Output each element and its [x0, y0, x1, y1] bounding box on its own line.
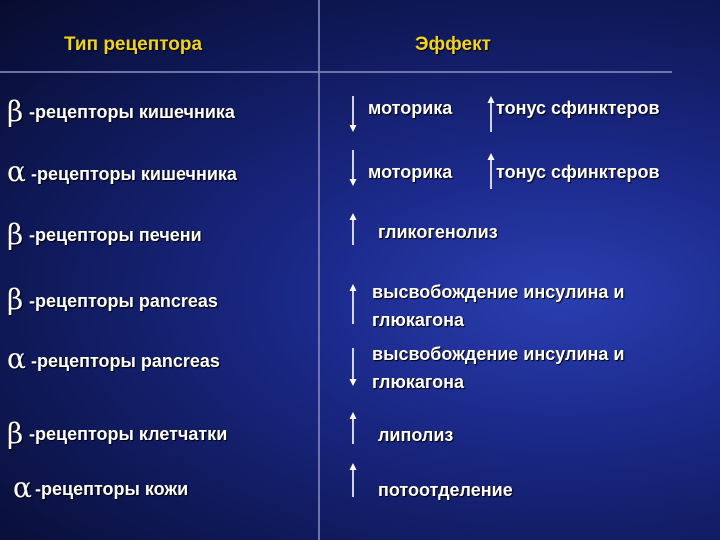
beta-symbol: β	[7, 218, 24, 251]
beta-symbol: β	[7, 417, 24, 450]
receptor-label: -рецепторы кишечника	[29, 102, 235, 122]
effect-text: потоотделение	[378, 480, 513, 500]
alpha-symbol: α	[7, 342, 26, 375]
effect-text: тонус сфинктеров	[496, 98, 660, 118]
arrow-up-icon	[348, 213, 358, 245]
arrow-up-icon	[486, 153, 496, 189]
receptor-label: -рецепторы клетчатки	[29, 424, 228, 444]
receptor-label: -рецепторы печени	[29, 225, 202, 245]
effect-text: липолиз	[378, 425, 454, 445]
effect-text: моторика	[368, 162, 453, 182]
arrow-down-icon	[348, 150, 358, 186]
effect-text: высвобождение инсулина и глюкагона	[372, 344, 625, 392]
arrow-up-icon	[348, 284, 358, 324]
effect-text: высвобождение инсулина и глюкагона	[372, 282, 625, 330]
header-divider	[0, 71, 672, 73]
header-effect: Эффект	[415, 34, 491, 55]
receptor-label: -рецепторы pancreas	[31, 351, 220, 371]
receptor-label: -рецепторы pancreas	[29, 291, 218, 311]
arrow-down-icon	[348, 348, 358, 386]
alpha-symbol: α	[13, 471, 32, 504]
column-divider	[318, 0, 320, 540]
arrow-up-icon	[348, 412, 358, 444]
effect-text: тонус сфинктеров	[496, 162, 660, 182]
receptor-label: -рецепторы кожи	[35, 479, 189, 499]
arrow-up-icon	[486, 96, 496, 132]
receptor-label: -рецепторы кишечника	[31, 164, 237, 184]
beta-symbol: β	[7, 283, 24, 316]
alpha-symbol: α	[7, 155, 26, 188]
arrow-up-icon	[348, 463, 358, 497]
effect-text: моторика	[368, 98, 453, 118]
header-receptor-type: Тип рецептора	[64, 34, 203, 55]
arrow-down-icon	[348, 96, 358, 132]
beta-symbol: β	[7, 95, 24, 128]
effect-text: гликогенолиз	[378, 222, 498, 242]
